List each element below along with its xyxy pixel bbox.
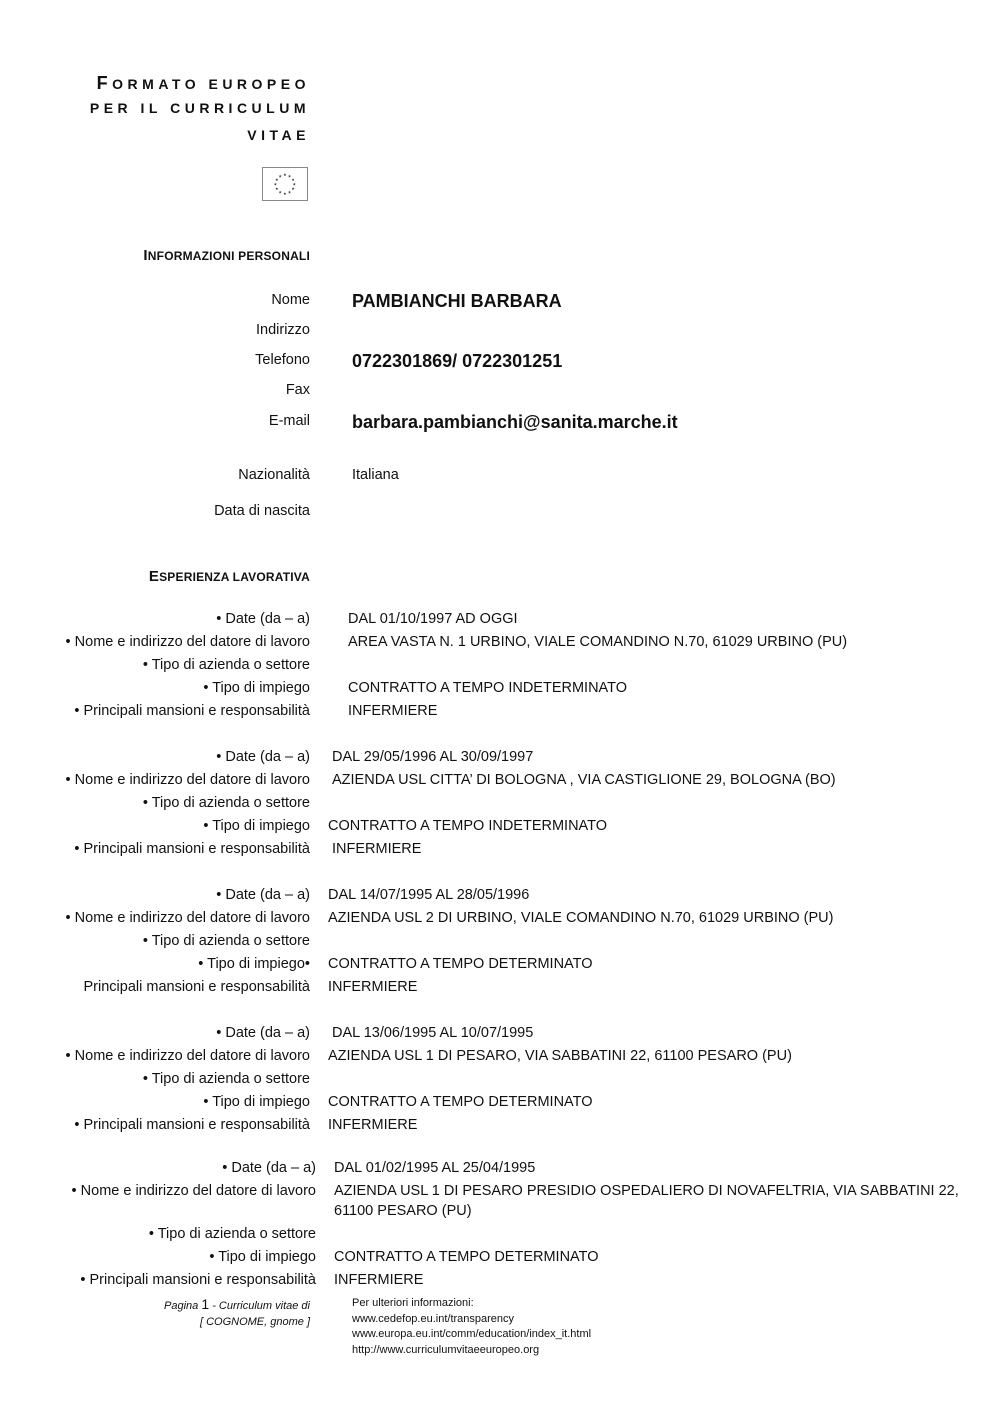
fax-label: Fax: [285, 382, 310, 398]
footer-info-title: Per ulteriori informazioni:: [352, 1297, 474, 1309]
eu-star-icon: ★: [292, 181, 297, 187]
job-date-value: DAL 13/06/1995 AL 10/07/1995: [332, 1025, 534, 1041]
eu-star-icon: ★: [278, 173, 283, 179]
nationality-label: Nazionalità: [238, 467, 310, 483]
eu-star-icon: ★: [287, 189, 292, 195]
job-type-value: CONTRATTO A TEMPO DETERMINATO: [328, 956, 593, 972]
job-duties-value: INFERMIERE: [332, 841, 422, 857]
job-employer-value-line-2: 61100 PESARO (PU): [334, 1203, 472, 1219]
phone-label: Telefono: [255, 352, 310, 368]
birth-date-label: Data di nascita: [214, 503, 310, 519]
job-employer-label: • Nome e indirizzo del datore di lavoro: [65, 634, 310, 650]
job-employer-label: • Nome e indirizzo del datore di lavoro: [65, 1048, 310, 1064]
job-duties-value: INFERMIERE: [328, 1117, 418, 1133]
eu-star-icon: ★: [283, 172, 287, 178]
job-date-label: • Date (da – a): [216, 611, 310, 627]
footer-link-cv-europeo[interactable]: http://www.curriculumvitaeeuropeo.org: [352, 1343, 540, 1356]
job-type-value: CONTRATTO A TEMPO INDETERMINATO: [328, 818, 608, 834]
section-personal-info: INFORMAZIONI PERSONALI: [143, 247, 310, 264]
job-duties-label: • Principali mansioni e responsabilità: [74, 703, 310, 719]
job-date-label: • Date (da – a): [222, 1160, 316, 1176]
page-footer-left: [164, 1296, 310, 1330]
eu-star-icon: ★: [291, 186, 296, 192]
page-footer-right: [352, 1296, 591, 1358]
eu-star-icon: ★: [278, 189, 283, 195]
job-date-value: DAL 29/05/1996 AL 30/09/1997: [332, 749, 534, 765]
job-sector-label: • Tipo di azienda o settore: [142, 657, 310, 673]
job-duties-label: • Principali mansioni e responsabilità: [80, 1272, 316, 1288]
address-label: Indirizzo: [256, 322, 310, 338]
job-employer-value-line-1: AZIENDA USL 1 DI PESARO PRESIDIO OSPEDALIERO DI NOVAFELTRIA, VIA SABBATINI 22,: [334, 1183, 959, 1199]
eu-star-icon: ★: [273, 181, 278, 187]
job-date-label: • Date (da – a): [216, 887, 310, 903]
name-placeholder: [ COGNOME, gnome ]: [199, 1316, 310, 1328]
job-date-label: • Date (da – a): [216, 749, 310, 765]
job-type-value: CONTRATTO A TEMPO DETERMINATO: [328, 1094, 593, 1110]
name-value: PAMBIANCHI BARBARA: [352, 291, 562, 311]
name-label: Nome: [271, 292, 310, 308]
job-duties-value: INFERMIERE: [334, 1272, 424, 1288]
job-date-value: DAL 01/10/1997 AD OGGI: [348, 611, 518, 627]
section-work-experience: ESPERIENZA LAVORATIVA: [148, 568, 310, 585]
job-employer-label: • Nome e indirizzo del datore di lavoro: [65, 772, 310, 788]
job-type-label: • Tipo di impiego•: [198, 956, 310, 972]
eu-star-icon: ★: [291, 176, 296, 182]
eu-star-icon: ★: [274, 176, 279, 182]
job-employer-value: AREA VASTA N. 1 URBINO, VIALE COMANDINO N.70, 61029 URBINO (PU): [348, 634, 848, 650]
eu-star-icon: ★: [274, 186, 279, 192]
job-date-value: DAL 01/02/1995 AL 25/04/1995: [334, 1160, 536, 1176]
job-sector-label: • Tipo di azienda o settore: [142, 1071, 310, 1087]
job-sector-label: • Tipo di azienda o settore: [148, 1226, 316, 1242]
footer-link-cedefop[interactable]: www.cedefop.eu.int/transparency: [352, 1312, 515, 1325]
job-date-label: • Date (da – a): [216, 1025, 310, 1041]
job-duties-value: INFERMIERE: [348, 703, 438, 719]
footer-link-europa[interactable]: www.europa.eu.int/comm/education/index_it.html: [352, 1328, 592, 1340]
job-duties-label: • Principali mansioni e responsabilità: [74, 841, 310, 857]
doc-title-line-1: FORMATO EUROPEO: [96, 73, 310, 93]
doc-title-line-3: VITAE: [247, 127, 310, 143]
job-type-value: CONTRATTO A TEMPO DETERMINATO: [334, 1249, 599, 1265]
job-duties-label: Principali mansioni e responsabilità: [83, 979, 310, 995]
job-type-label: • Tipo di impiego: [203, 818, 310, 834]
eu-star-icon: ★: [287, 173, 292, 179]
job-type-label: • Tipo di impiego: [209, 1249, 316, 1265]
job-employer-label: • Nome e indirizzo del datore di lavoro: [71, 1183, 316, 1199]
job-type-value: CONTRATTO A TEMPO INDETERMINATO: [348, 680, 628, 696]
eu-star-icon: ★: [283, 190, 287, 196]
job-type-label: • Tipo di impiego: [203, 1094, 310, 1110]
page-number-line: Pagina 1 - Curriculum vitae di: [164, 1296, 310, 1312]
email-label: E-mail: [268, 413, 310, 429]
job-employer-value: AZIENDA USL 2 DI URBINO, VIALE COMANDINO N.70, 61029 URBINO (PU): [328, 910, 834, 926]
nationality-value: Italiana: [352, 467, 399, 483]
job-date-value: DAL 14/07/1995 AL 28/05/1996: [328, 887, 530, 903]
job-employer-value: AZIENDA USL CITTA’ DI BOLOGNA , VIA CASTIGLIONE 29, BOLOGNA (BO): [332, 772, 836, 788]
job-duties-value: INFERMIERE: [328, 979, 418, 995]
eu-flag-icon: [262, 167, 308, 201]
job-employer-value: AZIENDA USL 1 DI PESARO, VIA SABBATINI 22, 61100 PESARO (PU): [328, 1048, 792, 1064]
job-sector-label: • Tipo di azienda o settore: [142, 795, 310, 811]
job-duties-label: • Principali mansioni e responsabilità: [74, 1117, 310, 1133]
email-value: barbara.pambianchi@sanita.marche.it: [352, 412, 678, 432]
phone-value: 0722301869/ 0722301251: [352, 351, 563, 371]
job-sector-label: • Tipo di azienda o settore: [142, 933, 310, 949]
job-type-label: • Tipo di impiego: [203, 680, 310, 696]
doc-title-line-2: PER IL CURRICULUM: [89, 100, 310, 116]
job-employer-label: • Nome e indirizzo del datore di lavoro: [65, 910, 310, 926]
